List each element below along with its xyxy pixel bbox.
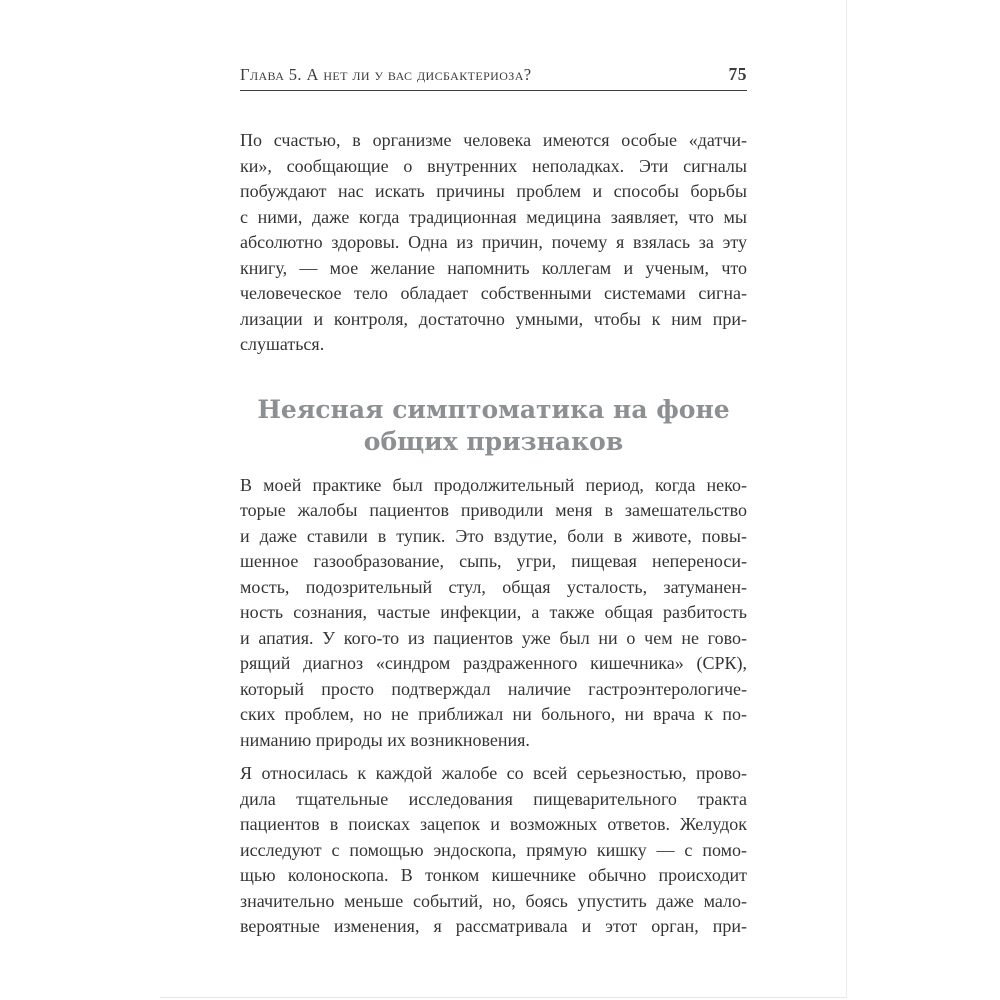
book-page [160, 0, 847, 998]
text-line: пациентов в поисках зацепок и возможных ответов. Желудок [240, 814, 747, 834]
text-line: ки», сообщающие о внутренних неполадках. Эти сигналы [240, 155, 747, 176]
text-line: мость, подозрительный стул, общая усталость, затуманен- [240, 576, 747, 597]
text-line: вероятные изменения, я рассматривала и этот орган, при- [240, 916, 747, 936]
running-header [240, 64, 747, 91]
text-line: лизации и контроля, достаточно умными, чтобы к ним при- [240, 308, 747, 329]
text-line: торые жалобы пациентов приводили меня в замешательство [240, 500, 747, 520]
text-line: ниманию природы их возникновения. [240, 729, 530, 750]
text-line: щью колоноскопа. В тонком кишечнике обычно происходит [240, 865, 747, 885]
text-line: побуждают нас искать причины проблем и способы борьбы [240, 181, 747, 201]
paragraph-3 [240, 761, 747, 940]
text-line: Я относилась к каждой жалобе со всей серьезностью, прово- [240, 763, 747, 783]
text-line: исследуют с помощью эндоскопа, прямую кишку — с помо- [240, 839, 747, 860]
chapter-title: Глава 5. А нет ли у вас дисбактериоза? [240, 65, 532, 84]
page-content [240, 64, 747, 940]
text-line: дила тщательные исследования пищеварительного тракта [240, 788, 747, 809]
text-line: слушаться. [240, 334, 325, 354]
text-line: абсолютно здоровы. Одна из причин, почему я взялась за эту [240, 232, 747, 252]
section-heading-line1: Неясная симптоматика на фоне [257, 394, 730, 424]
paragraph-2 [240, 473, 747, 754]
section-heading [240, 394, 747, 458]
text-line: с ними, даже когда традиционная медицина заявляет, что мы [240, 206, 747, 227]
text-line: книгу, — мое желание напомнить коллегам и ученым, что [240, 257, 747, 278]
text-line: и даже ставили в тупик. Это вздутие, боли в животе, повы- [240, 525, 747, 546]
text-line: значительно меньше событий, но, боясь упустить даже мало- [240, 890, 747, 911]
paragraph-1 [240, 128, 747, 358]
text-line: ность сознания, частые инфекции, а также общая разбитость [240, 602, 747, 622]
text-line: ских проблем, но не приближал ни больного, ни врача к по- [240, 704, 747, 724]
text-line: шенное газообразование, сыпь, угри, пищевая непереноси- [240, 551, 747, 571]
section-heading-line2: общих признаков [363, 426, 624, 456]
text-line: рящий диагноз «синдром раздраженного кишечника» (СРК), [240, 653, 747, 673]
text-line: человеческое тело обладает собственными системами сигна- [240, 283, 747, 303]
text-line: По счастью, в организме человека имеются особые «датчи- [240, 130, 747, 150]
text-line: В моей практике был продолжительный период, когда неко- [240, 474, 747, 495]
text-line: и апатия. У кого-то из пациентов уже был ни о чем не гово- [240, 627, 747, 648]
text-line: который просто подтверждал наличие гастроэнтерологиче- [240, 678, 747, 699]
page-number: 75 [728, 64, 747, 84]
